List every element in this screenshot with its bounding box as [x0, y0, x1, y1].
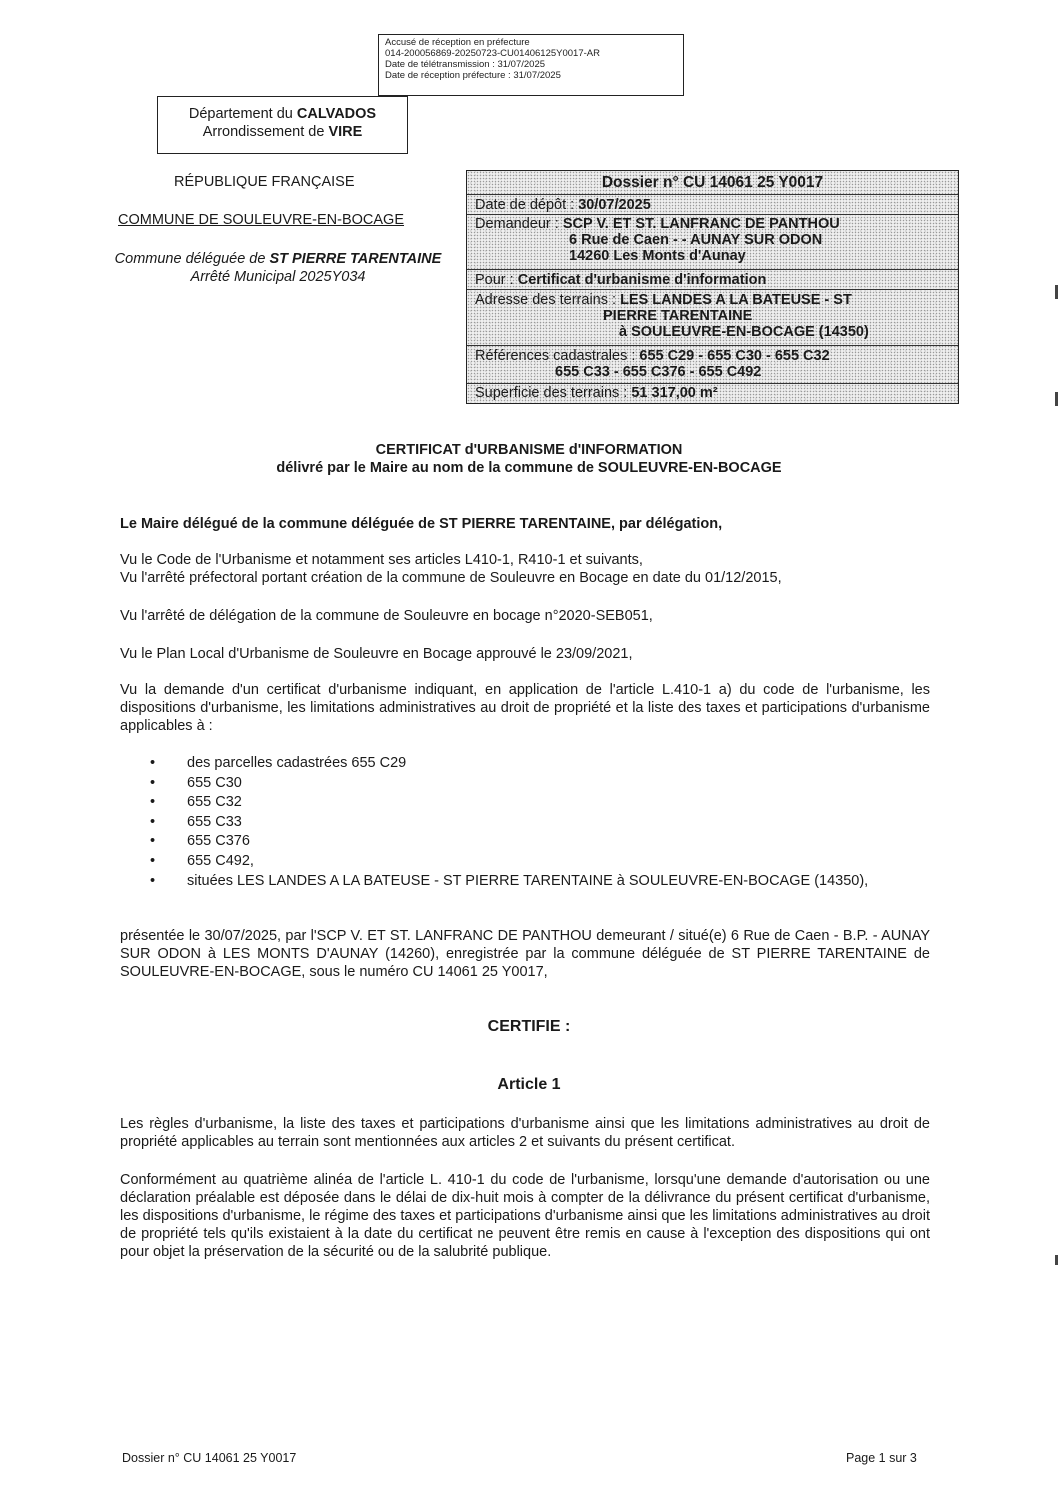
department-label: Département du — [188, 106, 297, 122]
demandeur-city: 14260 Les Monts d'Aunay — [569, 248, 746, 264]
superficie-row — [467, 384, 958, 403]
depot-value: 30/07/2025 — [578, 197, 651, 213]
footer-dossier: Dossier n° CU 14061 25 Y0017 — [122, 1451, 297, 1465]
list-item: • 655 C376 — [150, 832, 930, 852]
vu-arrete-prefectoral: Vu l'arrêté préfectoral portant création de la commune de Souleuvre en Bocage en date du 01/12/2015, — [120, 570, 782, 586]
demandeur-label: Demandeur : — [475, 216, 563, 232]
superficie-value: 51 317,00 m² — [631, 385, 718, 401]
article-1-paragraph-2: Conformément au quatrième alinéa de l'article L. 410-1 du code de l'urbanisme, lorsqu'une demande d'autorisation ou une déclaration préalable est déposée dans le délai de dix-huit mois à compter de la délivrance du présent certificat d'urbanisme, les dispositions d'urbanisme, le régime des taxes et participations d'urbanisme ainsi que les limitations administratives au droit de propriété tels qu'ils existaient à la date du certificat ne peuvent être remis en cause à l'exception des dispositions qui ont pour objet la préservation de la sécurité ou de la salubrité publique. — [120, 1172, 930, 1260]
adresse-line: à SOULEUVRE-EN-BOCAGE (14350) — [619, 324, 869, 340]
department-box — [157, 96, 408, 154]
list-item: • situées LES LANDES A LA BATEUSE - ST PIERRE TARENTAINE à SOULEUVRE-EN-BOCAGE (14350), — [150, 872, 930, 892]
stamp-line: Accusé de réception en préfecture — [385, 37, 530, 48]
vu-plu: Vu le Plan Local d'Urbanisme de Souleuvre en Bocage approuvé le 23/09/2021, — [120, 646, 633, 662]
republic-heading: RÉPUBLIQUE FRANÇAISE — [174, 174, 355, 190]
references-label: Références cadastrales : — [475, 348, 640, 364]
demandeur-name: SCP V. ET ST. LANFRANC DE PANTHOU — [562, 216, 840, 232]
arrondissement-name: VIRE — [328, 124, 363, 140]
pour-row — [467, 270, 958, 290]
vu-demande: Vu la demande d'un certificat d'urbanisme indiquant, en application de l'article L.410-1 a) du code de l'urbanisme, les dispositions d'urbanisme, les limitations administratives au droit de propriété et la liste des taxes et participations d'urbanisme applicables à : — [120, 682, 930, 734]
certificate-subtitle: délivré par le Maire au nom de la commune de SOULEUVRE-EN-BOCAGE — [276, 460, 782, 476]
references-line: 655 C29 - 655 C30 - 655 C32 — [639, 348, 830, 364]
demandeur-address: 6 Rue de Caen - - AUNAY SUR ODON — [569, 232, 823, 248]
commune-heading: COMMUNE DE SOULEUVRE-EN-BOCAGE — [118, 212, 405, 228]
department-name: CALVADOS — [296, 106, 377, 122]
list-item: • 655 C492, — [150, 852, 930, 872]
maire-statement: Le Maire délégué de la commune déléguée de ST PIERRE TARENTAINE, par délégation, — [120, 516, 723, 532]
presentee-paragraph: présentée le 30/07/2025, par l'SCP V. ET ST. LANFRANC DE PANTHOU demeurant / situé(e) 6 Rue de Caen - B.P. - AUNAY SUR ODON à LES MONTS D'AUNAY (14260), enregistrée par la commune déléguée de ST PIERRE TARENTAINE de SOULEUVRE-EN-BOCAGE, sous le numéro CU 14061 25 Y0017, — [120, 928, 930, 980]
vu-arrete-delegation: Vu l'arrêté de délégation de la commune de Souleuvre en bocage n°2020-SEB051, — [120, 608, 653, 624]
arrondissement-line — [158, 123, 407, 141]
adresse-line: PIERRE TARENTAINE — [603, 308, 753, 324]
dossier-number: Dossier n° CU 14061 25 Y0017 — [467, 171, 958, 195]
list-item: • 655 C33 — [150, 813, 930, 833]
depot-label: Date de dépôt : — [475, 197, 579, 213]
list-item: • des parcelles cadastrées 655 C29 — [150, 754, 930, 774]
arrete-number: Arrêté Municipal 2025Y034 — [190, 269, 366, 285]
delegated-commune — [95, 250, 461, 286]
stamp-line: Date de réception préfecture : 31/07/2025 — [385, 70, 561, 81]
list-item: • 655 C30 — [150, 774, 930, 794]
adresse-label: Adresse des terrains : — [475, 292, 621, 308]
references-line: 655 C33 - 655 C376 - 655 C492 — [555, 364, 762, 380]
stamp-line: 014-200056869-20250723-CU01406125Y0017-AR — [385, 48, 600, 59]
demandeur-row — [467, 215, 958, 270]
stamp-line: Date de télétransmission : 31/07/2025 — [385, 59, 546, 70]
page-number: Page 1 sur 3 — [846, 1451, 917, 1465]
certificate-title: CERTIFICAT d'URBANISME d'INFORMATION — [375, 442, 683, 458]
certifie-heading: CERTIFIE : — [487, 1018, 571, 1035]
article-1-heading: Article 1 — [497, 1076, 561, 1093]
parcel-list — [150, 754, 930, 891]
article-1-paragraph-1: Les règles d'urbanisme, la liste des taxes et participations d'urbanisme ainsi que les limitations administratives au droit de propriété applicables au terrain sont mentionnées aux articles 2 et suivants du présent certificat. — [120, 1116, 930, 1150]
arrondissement-label: Arrondissement de — [202, 124, 329, 140]
vu-code-urbanisme: Vu le Code de l'Urbanisme et notamment ses articles L410-1, R410-1 et suivants, — [120, 552, 643, 568]
department-line — [158, 105, 407, 123]
reception-stamp — [378, 34, 684, 96]
adresse-line: LES LANDES A LA BATEUSE - ST — [620, 292, 852, 308]
dossier-box — [466, 170, 959, 404]
references-row — [467, 346, 958, 384]
delegated-label: Commune déléguée de — [114, 251, 270, 267]
pour-label: Pour : — [475, 272, 518, 288]
list-item: • 655 C32 — [150, 793, 930, 813]
depot-date-row — [467, 195, 958, 215]
pour-value: Certificat d'urbanisme d'information — [517, 272, 767, 288]
delegated-name: ST PIERRE TARENTAINE — [269, 251, 442, 267]
adresse-row — [467, 290, 958, 346]
superficie-label: Superficie des terrains : — [475, 385, 632, 401]
